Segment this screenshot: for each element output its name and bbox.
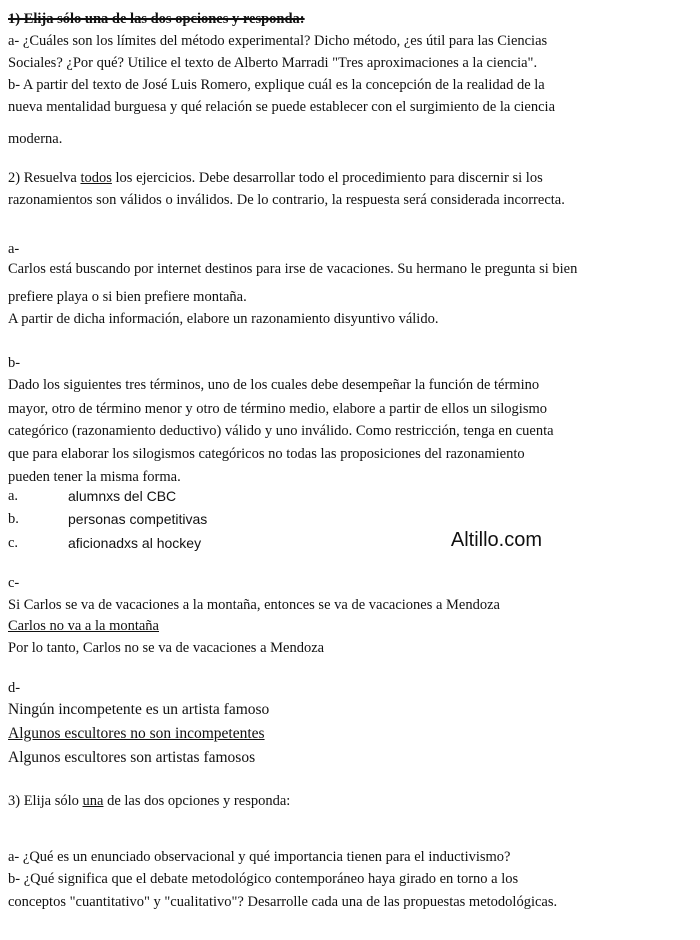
exercise-a-line: prefiere playa o si bien prefiere montaña.	[8, 289, 247, 305]
text: de las dos opciones y responda:	[103, 793, 291, 809]
q1-line: nueva mentalidad burguesa y qué relación se puede establecer con el surgimiento de la ciencia	[8, 99, 556, 115]
question-2	[8, 169, 692, 768]
exercise-d-label: d-	[8, 680, 21, 696]
exercise-d-line: Ningún incompetente es un artista famoso	[8, 701, 270, 718]
option-and-watermark-row	[8, 528, 692, 552]
option-text: personas competitivas	[68, 511, 208, 527]
exercise-d-line: Algunos escultores no son incompetentes	[8, 725, 265, 742]
q1-line: moderna.	[8, 131, 63, 147]
exercise-a-label: a-	[8, 241, 20, 257]
q3-line: conceptos "cuantitativo" y "cualitativo"? Desarrolle cada una de las propuestas metodológicas.	[8, 894, 558, 910]
option-letter: c.	[8, 535, 19, 551]
q1-line: a- ¿Cuáles son los límites del método experimental? Dicho método, ¿es útil para las Ciencias	[8, 33, 548, 49]
exercise-c-label: c-	[8, 575, 20, 591]
exercise-c-line: Por lo tanto, Carlos no se va de vacaciones a Mendoza	[8, 640, 325, 656]
option-text: alumnxs del CBC	[68, 488, 177, 504]
underlined-text: una	[82, 793, 104, 809]
q2-instruction-2: razonamientos son válidos o inválidos. De lo contrario, la respuesta será considerada incorrecta.	[8, 192, 565, 208]
text: los ejercicios. Debe desarrollar todo el procedimiento para discernir si los	[111, 170, 543, 186]
question-1	[8, 10, 692, 148]
term-option	[8, 487, 692, 505]
exercise-b-line: categórico (razonamiento deductivo) válido y uno inválido. Como restricción, tenga en cuenta	[8, 423, 554, 439]
term-option	[8, 534, 201, 552]
option-letter: a.	[8, 488, 19, 504]
exercise-b-label: b-	[8, 355, 21, 371]
term-option	[8, 510, 692, 528]
text: 2) Resuelva	[8, 170, 81, 186]
q3-title	[8, 792, 692, 810]
exercise-d-line: Algunos escultores son artistas famosos	[8, 749, 256, 766]
exercise-b-line: pueden tener la misma forma.	[8, 469, 181, 485]
exercise-a-line: A partir de dicha información, elabore un razonamiento disyuntivo válido.	[8, 311, 439, 327]
underlined-text: todos	[80, 170, 112, 186]
exercise-b-line: mayor, otro de término menor y otro de término medio, elabore a partir de ellos un silogismo	[8, 401, 548, 417]
exercise-a-line: Carlos está buscando por internet destinos para irse de vacaciones. Su hermano le pregunta si bien	[8, 261, 578, 277]
exercise-c-line: Si Carlos se va de vacaciones a la montaña, entonces se va de vacaciones a Mendoza	[8, 597, 500, 613]
option-text: aficionadxs al hockey	[68, 535, 202, 551]
option-letter: b.	[8, 511, 19, 527]
q3-line: a- ¿Qué es un enunciado observacional y qué importancia tienen para el inductivismo?	[8, 849, 511, 865]
q2-instruction	[8, 169, 692, 187]
exercise-b-line: Dado los siguientes tres términos, uno de los cuales debe desempeñar la función de término	[8, 377, 540, 393]
watermark: Altillo.com	[450, 529, 542, 551]
exercise-b-line: que para elaborar los silogismos categóricos no todas las proposiciones del razonamiento	[8, 446, 525, 462]
question-3	[8, 792, 692, 911]
q1-title: 1) Elija sólo una de las dos opciones y responda:	[8, 11, 305, 27]
q1-line: b- A partir del texto de José Luis Romero, explique cuál es la concepción de la realidad de la	[8, 77, 545, 93]
q1-line: Sociales? ¿Por qué? Utilice el texto de Alberto Marradi "Tres aproximaciones a la ciencia".	[8, 55, 538, 71]
q3-line: b- ¿Qué significa que el debate metodológico contemporáneo haya girado en torno a los	[8, 871, 519, 887]
exercise-c-line: Carlos no va a la montaña	[8, 618, 159, 634]
text: 3) Elija sólo	[8, 793, 83, 809]
